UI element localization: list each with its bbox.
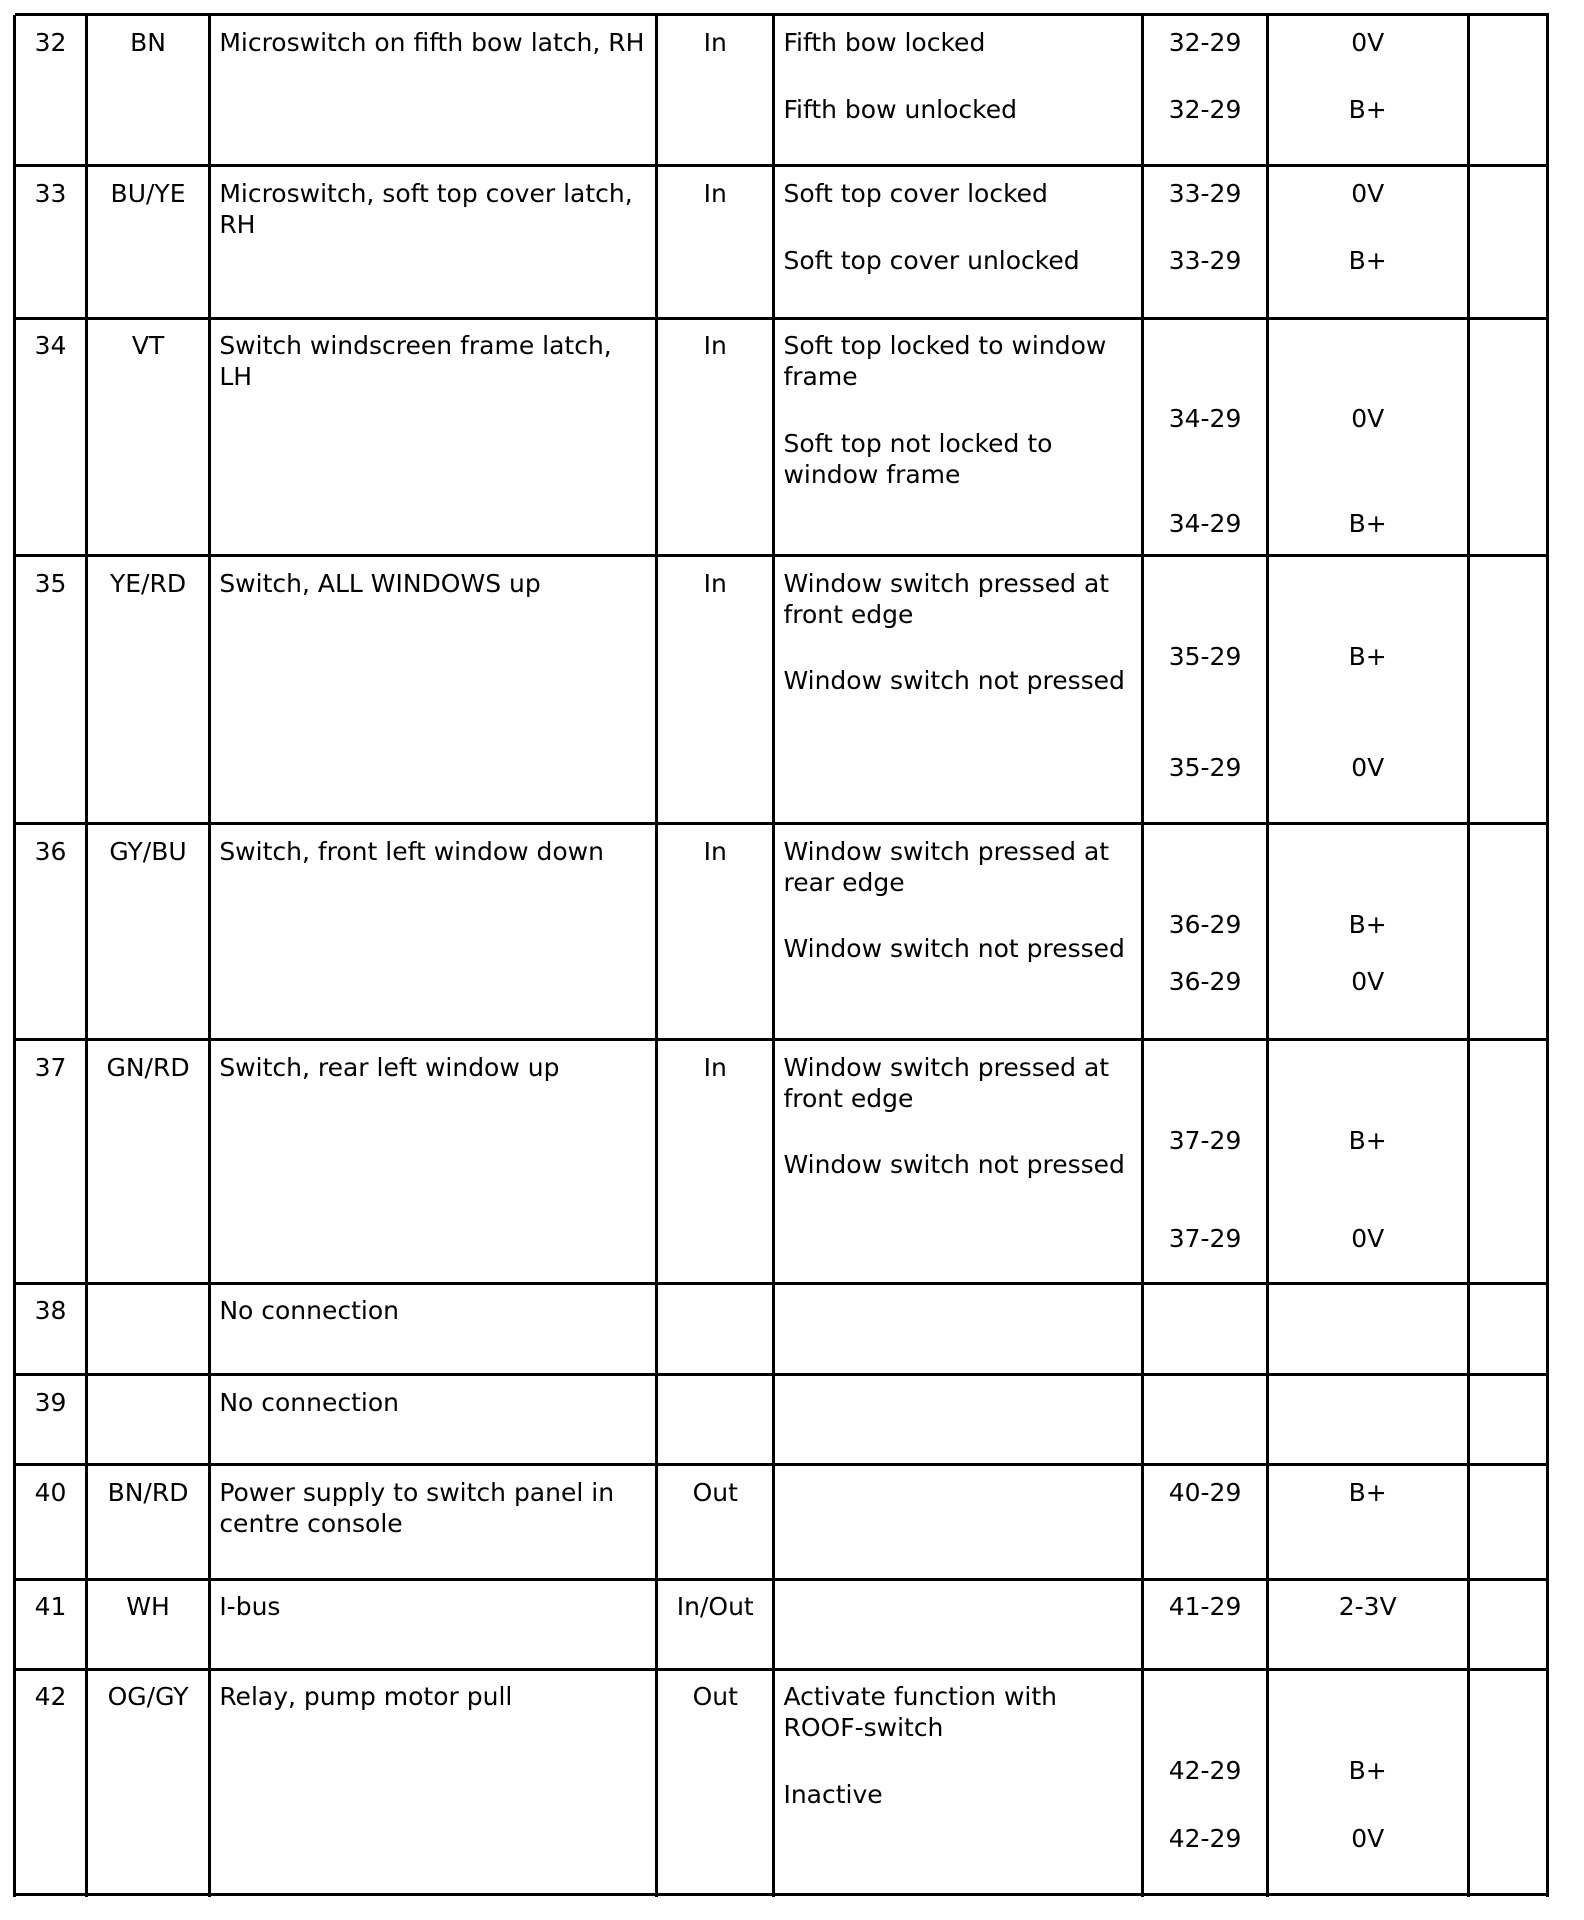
signal-direction: In: [703, 178, 727, 208]
nominal-value: B+: [1348, 1477, 1387, 1507]
pin-number: 39: [34, 1387, 67, 1417]
nominal-value: 0V: [1351, 1224, 1385, 1254]
pin-number: 37: [34, 1052, 67, 1082]
test-condition: Soft top locked to window frame: [783, 331, 1107, 392]
test-condition: Activate function with ROOF-switch: [783, 1682, 1057, 1743]
test-condition: Fifth bow locked: [783, 27, 986, 57]
nominal-value: B+: [1348, 94, 1387, 124]
test-condition: Window switch pressed at front edge: [783, 568, 1110, 629]
pin-description: Microswitch on fifth bow latch, RH: [219, 27, 645, 57]
measure-point: 41-29: [1168, 1592, 1242, 1622]
test-condition: Window switch not pressed: [783, 666, 1125, 696]
pin-description: Relay, pump motor pull: [219, 1682, 513, 1712]
pin-description: No connection: [219, 1387, 399, 1417]
pin-number: 38: [34, 1296, 67, 1326]
signal-direction: Out: [692, 1682, 738, 1712]
pin-description: No connection: [219, 1296, 399, 1326]
wire-color: OG/GY: [107, 1682, 189, 1712]
row-divider: [15, 554, 1550, 557]
nominal-value: B+: [1348, 909, 1387, 939]
measure-point: 36-29: [1168, 909, 1242, 939]
measure-point: 42-29: [1168, 1755, 1242, 1785]
row-divider: [15, 317, 1550, 320]
measure-point: 33-29: [1168, 245, 1242, 275]
wire-color: GY/BU: [109, 836, 187, 866]
row-divider: [15, 1578, 1550, 1581]
nominal-value: 2-3V: [1338, 1592, 1397, 1622]
nominal-value: B+: [1348, 509, 1387, 539]
nominal-value: 0V: [1351, 178, 1385, 208]
nominal-value: 0V: [1351, 1823, 1385, 1853]
test-condition: Window switch not pressed: [783, 1150, 1125, 1179]
test-condition: Inactive: [783, 1779, 883, 1809]
row-divider: [15, 1038, 1550, 1041]
pin-description: I-bus: [219, 1592, 281, 1622]
test-condition: Soft top cover unlocked: [783, 245, 1080, 275]
table-top-border: [15, 13, 1550, 16]
nominal-value: 0V: [1351, 27, 1385, 57]
signal-direction: In/Out: [676, 1592, 754, 1622]
measure-point: 32-29: [1168, 94, 1242, 124]
measure-point: 32-29: [1168, 27, 1242, 57]
pin-number: 36: [34, 836, 67, 866]
row-divider: [15, 822, 1550, 825]
row-divider: [15, 1463, 1550, 1466]
test-condition: Soft top not locked to window frame: [783, 428, 1053, 489]
measure-point: 42-29: [1168, 1823, 1242, 1853]
pin-description: Switch, front left window down: [219, 836, 604, 866]
measure-point: 37-29: [1168, 1224, 1242, 1254]
nominal-value: 0V: [1351, 967, 1385, 997]
signal-direction: In: [703, 836, 727, 866]
measure-point: 33-29: [1168, 178, 1242, 208]
pin-number: 40: [34, 1477, 67, 1507]
signal-direction: Out: [692, 1477, 738, 1507]
pin-number: 42: [34, 1682, 67, 1712]
signal-direction: In: [703, 568, 727, 598]
nominal-value: 0V: [1351, 404, 1385, 434]
wire-color: GN/RD: [106, 1052, 190, 1082]
measure-point: 35-29: [1168, 752, 1242, 782]
row-divider: [15, 1893, 1550, 1896]
nominal-value: 0V: [1351, 752, 1385, 782]
measure-point: 34-29: [1168, 404, 1242, 434]
measure-point: 37-29: [1168, 1125, 1242, 1155]
wire-color: BU/YE: [110, 178, 186, 208]
row-divider: [15, 1282, 1550, 1285]
test-condition: Fifth bow unlocked: [783, 94, 1018, 124]
pin-description: Switch, rear left window up: [219, 1052, 560, 1082]
column-divider: [1546, 15, 1549, 1897]
test-condition: Window switch pressed at rear edge: [783, 836, 1110, 897]
nominal-value: B+: [1348, 245, 1387, 275]
measure-point: 40-29: [1168, 1477, 1242, 1507]
measure-point: 36-29: [1168, 967, 1242, 997]
pin-description: Power supply to switch panel in centre console: [219, 1477, 615, 1538]
pin-description: Microswitch, soft top cover latch, RH: [219, 178, 633, 239]
test-condition: Window switch pressed at front edge: [783, 1052, 1110, 1113]
nominal-value: B+: [1348, 1125, 1387, 1155]
pin-number: 35: [34, 568, 67, 598]
measure-point: 34-29: [1168, 509, 1242, 539]
pin-number: 34: [34, 331, 67, 361]
pin-number: 32: [34, 27, 67, 57]
wire-color: YE/RD: [109, 568, 187, 598]
wire-color: BN/RD: [107, 1477, 189, 1507]
row-divider: [15, 1668, 1550, 1671]
row-divider: [15, 164, 1550, 167]
pin-description: Switch, ALL WINDOWS up: [219, 568, 541, 598]
pin-number: 41: [34, 1592, 67, 1622]
signal-direction: In: [703, 27, 727, 57]
wire-color: VT: [131, 331, 165, 361]
signal-direction: In: [703, 331, 727, 361]
nominal-value: B+: [1348, 1755, 1387, 1785]
row-divider: [15, 1373, 1550, 1376]
wire-color: WH: [126, 1592, 170, 1622]
signal-direction: In: [703, 1052, 727, 1082]
nominal-value: B+: [1348, 641, 1387, 671]
wire-color: BN: [130, 27, 166, 57]
test-condition: Window switch not pressed: [783, 934, 1125, 964]
test-condition: Soft top cover locked: [783, 178, 1048, 208]
pin-description: Switch windscreen frame latch, LH: [219, 331, 612, 392]
pin-number: 33: [34, 178, 67, 208]
measure-point: 35-29: [1168, 641, 1242, 671]
